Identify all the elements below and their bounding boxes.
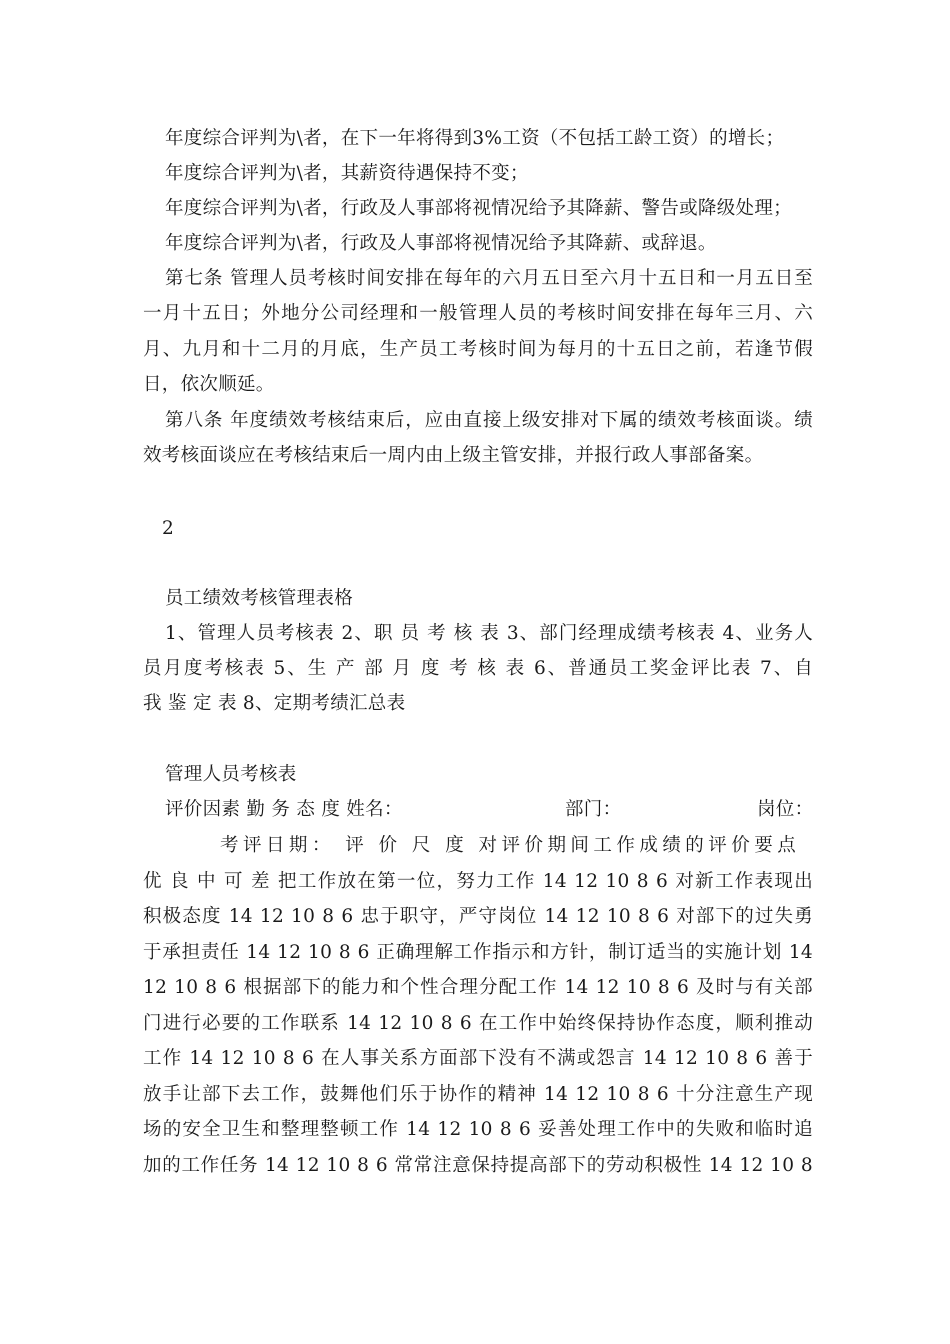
form-header-date: 考评日期： 评 价 尺 度 对评价期间工作成绩的评价要点 bbox=[220, 835, 796, 856]
form-title: 管理人员考核表 bbox=[165, 764, 297, 785]
text-line: 1、管理人员考核表 2、职 员 考 核 表 3、部门经理成绩考核表 4、业务人 bbox=[165, 623, 813, 644]
text-line: 年度综合评判为\者，行政及人事部将视情况给予其降薪、或辞退。 bbox=[165, 233, 717, 254]
text-line: 放手让部下去工作，鼓舞他们乐于协作的精神 14 12 10 8 6 十分注意生产现 bbox=[143, 1084, 813, 1105]
text-line: 日，依次顺延。 bbox=[143, 374, 275, 395]
text-line: 年度综合评判为\者，在下一年将得到3%工资（不包括工龄工资）的增长； bbox=[165, 128, 785, 149]
text-line: 月、九月和十二月的月底，生产员工考核时间为每月的十五日之前，若逢节假 bbox=[143, 339, 813, 360]
text-line: 积极态度 14 12 10 8 6 忠于职守，严守岗位 14 12 10 8 6 对部下的过失勇 bbox=[143, 906, 813, 927]
text-line: 年度综合评判为\者，行政及人事部将视情况给予其降薪、警告或降级处理； bbox=[165, 198, 792, 219]
section-title: 员工绩效考核管理表格 bbox=[165, 588, 354, 609]
form-header-name: 评价因素 勤 务 态 度 姓名： bbox=[165, 799, 403, 820]
article-7-heading: 第七条 管理人员考核时间安排在每年的六月五日至六月十五日和一月五日至 bbox=[165, 268, 813, 289]
text-line: 12 10 8 6 根据部下的能力和个性合理分配工作 14 12 10 8 6 及时与有关部 bbox=[143, 977, 813, 998]
text-line: 门进行必要的工作联系 14 12 10 8 6 在工作中始终保持协作态度，顺利推动 bbox=[143, 1013, 813, 1034]
page-number: 2 bbox=[162, 518, 174, 539]
form-header-position: 岗位： bbox=[757, 799, 814, 820]
text-line: 我 鉴 定 表 8、定期考绩汇总表 bbox=[143, 693, 406, 714]
text-line: 场的安全卫生和整理整顿工作 14 12 10 8 6 妥善处理工作中的失败和临时追 bbox=[143, 1119, 813, 1140]
form-header-department: 部门： bbox=[565, 799, 622, 820]
text-line: 一月十五日；外地分公司经理和一般管理人员的考核时间安排在每年三月、六 bbox=[143, 303, 813, 324]
text-line: 优 良 中 可 差 把工作放在第一位，努力工作 14 12 10 8 6 对新工作表现出 bbox=[143, 871, 813, 892]
text-line: 工作 14 12 10 8 6 在人事关系方面部下没有不满或怨言 14 12 10 8 6 善于 bbox=[143, 1048, 813, 1069]
article-8-heading: 第八条 年度绩效考核结束后，应由直接上级安排对下属的绩效考核面谈。绩 bbox=[165, 410, 813, 431]
text-line: 于承担责任 14 12 10 8 6 正确理解工作指示和方针，制订适当的实施计划 14 bbox=[143, 942, 813, 963]
text-line: 效考核面谈应在考核结束后一周内由上级主管安排，并报行政人事部备案。 bbox=[143, 445, 764, 466]
text-line: 年度综合评判为\者，其薪资待遇保持不变； bbox=[165, 163, 529, 184]
text-line: 加的工作任务 14 12 10 8 6 常常注意保持提高部下的劳动积极性 14 12 10 8 bbox=[143, 1155, 813, 1176]
text-line: 员月度考核表 5、生 产 部 月 度 考 核 表 6、普通员工奖金评比表 7、自 bbox=[143, 658, 813, 679]
